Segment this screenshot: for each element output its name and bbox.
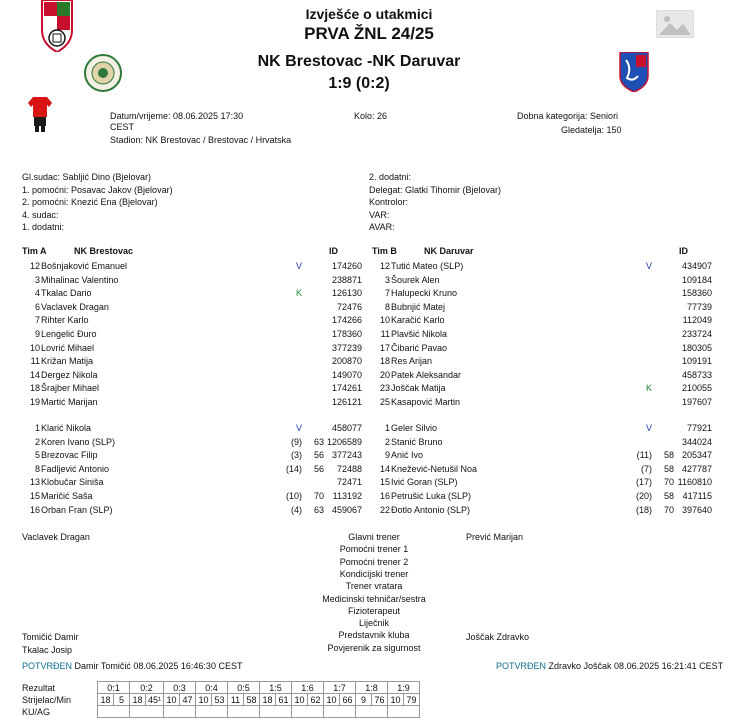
team-a-jersey-icon (28, 97, 52, 133)
scorer-minute-cell: 58 (244, 694, 260, 706)
staff-role-label: Fizioterapeut (347, 605, 401, 616)
player-id: 77739 (686, 301, 712, 312)
confirm-left (22, 661, 242, 671)
scorer-minute-cell: 62 (308, 694, 324, 706)
player-name: Brezovac Filip (41, 450, 98, 461)
player-name: Klarić Nikola (41, 423, 92, 433)
player-number: 15 (379, 477, 390, 488)
kuag-cell (130, 706, 164, 718)
player-name: Vaclavek Dragan (41, 301, 109, 312)
scorer-number-cell: 10 (164, 694, 180, 706)
player-row (22, 329, 362, 342)
captain-marker: K (646, 383, 653, 394)
official-line: 4. sudac: (22, 210, 59, 220)
player-id: 427787 (681, 463, 712, 474)
player-row (372, 397, 712, 410)
captain-marker: V (646, 261, 653, 271)
staff-role-label: Trener vratara (345, 581, 403, 592)
sub-for: (9) (291, 436, 302, 447)
kuag-cell (228, 706, 260, 718)
player-row (372, 423, 712, 436)
score-cell: 1:9 (388, 682, 420, 694)
player-number: 12 (379, 261, 390, 271)
player-row (372, 464, 712, 477)
player-number: 15 (29, 491, 40, 501)
sub-for: (4) (291, 504, 302, 515)
player-row (372, 437, 712, 450)
player-number: 17 (379, 342, 390, 353)
official-line: AVAR: (369, 222, 395, 232)
player-number: 11 (380, 329, 390, 339)
player-name: Knežević-Netušil Noa (391, 463, 478, 474)
team-a-id-header: ID (329, 246, 338, 256)
score-cell: 0:4 (196, 682, 228, 694)
player-number: 2 (384, 436, 390, 447)
team-b-head-coach: Prević Marijan (466, 532, 524, 542)
staff-role-label: Glavni trener (348, 532, 400, 542)
score-cell: 1:8 (356, 682, 388, 694)
confirm-right (496, 661, 723, 671)
scorer-number-cell: 18 (98, 694, 114, 706)
official-line: Kontrolor: (369, 197, 409, 207)
scorer-minute-cell: 45¹ (146, 694, 164, 706)
player-id: 174260 (331, 261, 362, 271)
team-b-label: Tim B (372, 246, 397, 256)
player-row (372, 275, 712, 288)
player-id: 459067 (331, 504, 362, 515)
scorer-minute-cell: 76 (372, 694, 388, 706)
score-cell: 0:5 (228, 682, 260, 694)
captain-marker: V (296, 261, 303, 271)
staff-role-label: Kondicijski trener (339, 568, 409, 579)
player-row (372, 343, 712, 356)
player-number: 18 (29, 383, 40, 394)
player-number: 2 (34, 436, 40, 447)
player-number: 8 (34, 463, 40, 474)
team-b-id-header: ID (679, 246, 688, 256)
confirm-left-text: Damir Tomičić 08.06.2025 16:46:30 CEST (74, 661, 243, 671)
player-id: 344024 (681, 436, 712, 447)
match-datetime: Datum/vrijeme: 08.06.2025 17:30 (110, 111, 244, 121)
staff-role-label: Pomoćni trener 2 (339, 556, 409, 567)
player-row (22, 397, 362, 410)
player-id: 210055 (681, 383, 712, 394)
player-row (22, 302, 362, 315)
player-number: 10 (379, 315, 390, 326)
score-cell: 1:6 (292, 682, 324, 694)
player-row (372, 288, 712, 301)
player-id: 112049 (682, 315, 712, 326)
player-id: 126121 (331, 397, 362, 407)
official-line: 1. dodatni: (22, 222, 65, 232)
player-number: 7 (384, 288, 390, 299)
sub-minute: 63 (313, 504, 324, 515)
official-line: 2. pomoćni: Knezić Ena (Bjelovar) (22, 197, 158, 207)
player-name: Ivić Goran (SLP) (391, 477, 458, 488)
official-line: Delegat: Glatki Tihomir (Bjelovar) (369, 185, 502, 195)
player-name: Bošnjaković Emanuel (41, 261, 128, 271)
player-number: 22 (379, 504, 390, 515)
player-number: 20 (379, 369, 390, 380)
player-number: 25 (379, 397, 390, 407)
spectators: Gledatelja: 150 (561, 125, 622, 135)
captain-marker: K (296, 288, 303, 299)
player-name: Orban Fran (SLP) (41, 504, 113, 515)
player-row (22, 288, 362, 301)
sub-minute: 70 (663, 504, 674, 515)
player-row (372, 491, 712, 504)
player-number: 5 (34, 450, 40, 461)
player-id: 1206589 (326, 436, 362, 447)
player-name: Kasapović Martin (391, 397, 461, 407)
player-number: 16 (29, 504, 40, 515)
player-name: Joščak Matija (391, 383, 446, 394)
match-round: Kolo: 26 (354, 111, 388, 121)
sub-for: (20) (635, 491, 652, 501)
official-line: VAR: (369, 210, 390, 220)
sub-minute: 58 (663, 463, 674, 474)
scorer-number-cell: 11 (228, 694, 244, 706)
player-name: Stanić Bruno (391, 436, 443, 447)
captain-marker: V (296, 423, 303, 433)
scorer-minute-cell: 47 (180, 694, 196, 706)
results-scorer-row (98, 694, 420, 706)
player-id: 174266 (331, 315, 362, 326)
results-kuag-row (98, 706, 420, 718)
player-id: 72471 (336, 477, 362, 488)
team-a-security-officer: Tkalac Josip (22, 645, 73, 655)
scorer-number-cell: 10 (388, 694, 404, 706)
player-id: 417115 (682, 491, 712, 501)
player-number: 3 (34, 274, 40, 285)
player-id: 72476 (336, 301, 362, 312)
score-cell: 1:7 (324, 682, 356, 694)
player-row (22, 437, 362, 450)
official-line: 1. pomoćni: Posavac Jakov (Bjelovar) (22, 185, 173, 195)
player-id: 434907 (681, 261, 712, 271)
player-id: 377239 (331, 342, 362, 353)
score-cell: 0:3 (164, 682, 196, 694)
player-number: 1 (384, 423, 390, 433)
player-row (22, 450, 362, 463)
staff-role-label: Predstavnik kluba (338, 630, 410, 641)
sub-for: (3) (291, 450, 302, 461)
team-a-label: Tim A (22, 246, 47, 256)
player-row (372, 505, 712, 518)
scorer-number-cell: 10 (292, 694, 308, 706)
sub-for: (7) (641, 463, 652, 474)
scorer-minute-cell: 79 (404, 694, 420, 706)
sub-minute: 63 (313, 436, 324, 447)
player-name: Martić Marijan (41, 397, 98, 407)
player-row (372, 315, 712, 328)
player-name: Šourek Alen (391, 274, 440, 285)
team-b-name: NK Daruvar (424, 246, 474, 256)
match-stadium: Stadion: NK Brestovac / Brestovac / Hrvatska (110, 135, 292, 145)
kuag-cell (260, 706, 292, 718)
match-timezone: CEST (110, 122, 135, 132)
player-id: 109191 (681, 356, 712, 367)
player-number: 7 (34, 315, 40, 326)
match-title: NK Brestovac -NK Daruvar (257, 53, 461, 70)
player-name: Geler Silvio (391, 423, 438, 433)
score-cell: 0:2 (130, 682, 164, 694)
player-number: 12 (29, 261, 40, 271)
player-id: 180305 (681, 342, 712, 353)
player-row (372, 370, 712, 383)
player-number: 19 (29, 397, 40, 407)
player-name: Res Arijan (391, 356, 433, 367)
kuag-cell (196, 706, 228, 718)
player-row (372, 356, 712, 369)
scorer-number-cell: 10 (324, 694, 340, 706)
player-name: Patek Aleksandar (391, 369, 462, 380)
results-score-row (98, 682, 420, 694)
kuag-cell (98, 706, 130, 718)
player-row (22, 343, 362, 356)
player-row (372, 302, 712, 315)
player-name: Halupecki Kruno (391, 288, 458, 299)
player-row (372, 477, 712, 490)
player-name: Lovrić Mihael (41, 342, 95, 353)
player-row (372, 450, 712, 463)
player-name: Petrušić Luka (SLP) (391, 491, 472, 501)
results-table (97, 681, 420, 718)
player-id: 377243 (331, 450, 362, 461)
confirmed-tag: POTVRĐEN (496, 661, 547, 671)
player-row (22, 370, 362, 383)
scorer-minute-cell: 66 (340, 694, 356, 706)
scorer-number-cell: 18 (260, 694, 276, 706)
player-name: Karačić Karlo (391, 315, 445, 326)
player-number: 16 (379, 491, 390, 501)
player-number: 9 (34, 329, 40, 339)
player-id: 178360 (331, 329, 362, 339)
player-number: 23 (379, 383, 390, 394)
staff-role-label: Povjerenik za sigurnost (327, 642, 421, 653)
player-row (22, 261, 362, 274)
player-number: 6 (34, 301, 40, 312)
captain-marker: V (646, 423, 653, 433)
kuag-cell (324, 706, 356, 718)
player-id: 109184 (681, 274, 712, 285)
player-name: Dergez Nikola (41, 369, 98, 380)
staff-role-label: Liječnik (358, 618, 389, 629)
player-number: 1 (34, 423, 40, 433)
confirmed-tag: POTVRĐEN (22, 661, 73, 671)
player-id: 233724 (681, 329, 712, 339)
official-line: 2. dodatni: (369, 172, 412, 182)
sub-for: (18) (635, 504, 652, 515)
player-number: 11 (30, 356, 40, 367)
player-row (372, 383, 712, 396)
sub-minute: 70 (313, 491, 324, 501)
player-row (22, 491, 362, 504)
player-id: 158360 (681, 288, 712, 299)
sub-minute: 58 (663, 450, 674, 461)
player-name: Fadljević Antonio (41, 463, 110, 474)
age-category: Dobna kategorija: Seniori (517, 111, 619, 121)
player-id: 205347 (681, 450, 712, 461)
ku-ag-label: KU/AG (22, 707, 51, 717)
kuag-cell (388, 706, 420, 718)
player-id: 174261 (331, 383, 362, 394)
player-id: 72488 (336, 463, 362, 474)
sub-minute: 58 (663, 491, 674, 501)
official-line: Gl.sudac: Sabljić Dino (Bjelovar) (22, 172, 152, 182)
player-number: 13 (29, 477, 40, 488)
player-id: 77921 (686, 423, 712, 433)
player-name: Đotlo Antonio (SLP) (391, 504, 471, 515)
scorer-number-cell: 18 (130, 694, 146, 706)
scorer-label: Strijelac/Min (22, 695, 72, 705)
sub-for: (17) (635, 477, 652, 488)
staff-role-label: Pomoćni trener 1 (339, 544, 409, 555)
team-a-head-coach: Vaclavek Dragan (22, 532, 90, 542)
player-id: 113192 (332, 491, 362, 501)
player-row (22, 505, 362, 518)
player-id: 126130 (331, 288, 362, 299)
player-row (22, 356, 362, 369)
player-row (372, 329, 712, 342)
player-name: Rihter Karlo (41, 315, 89, 326)
team-a-name: NK Brestovac (74, 246, 134, 256)
scorer-number-cell: 10 (196, 694, 212, 706)
player-name: Tkalac Dario (41, 288, 92, 299)
player-name: Plavšić Nikola (391, 329, 448, 339)
player-id: 397640 (681, 504, 712, 515)
match-score: 1:9 (0:2) (328, 75, 390, 92)
player-name: Anić Ivo (391, 450, 424, 461)
player-number: 10 (29, 342, 40, 353)
player-name: Lengelić Đuro (41, 329, 97, 339)
player-id: 458077 (331, 423, 362, 433)
player-name: Bubnjić Matej (391, 301, 446, 312)
player-number: 18 (379, 356, 390, 367)
player-name: Maričić Saša (41, 491, 93, 501)
competition-title: PRVA ŽNL 24/25 (304, 24, 434, 43)
player-row (22, 275, 362, 288)
sub-for: (11) (636, 450, 652, 461)
staff-role-label: Medicinski tehničar/sestra (322, 593, 426, 604)
player-id: 458733 (681, 369, 712, 380)
sub-minute: 70 (663, 477, 674, 488)
player-name: Šrajber Mihael (41, 383, 100, 394)
player-id: 1160810 (677, 477, 712, 488)
player-number: 9 (384, 450, 390, 461)
sub-minute: 56 (313, 463, 324, 474)
report-title: Izvješće o utakmici (305, 6, 433, 22)
player-number: 14 (29, 369, 40, 380)
player-row (22, 315, 362, 328)
player-row (372, 261, 712, 274)
player-number: 14 (379, 463, 390, 474)
confirm-right-text: Zdravko Joščak 08.06.2025 16:21:41 CEST (548, 661, 724, 671)
sub-for: (14) (285, 463, 302, 474)
player-id: 149070 (331, 369, 362, 380)
scorer-minute-cell: 61 (276, 694, 292, 706)
kuag-cell (292, 706, 324, 718)
player-id: 238871 (331, 274, 362, 285)
player-row (22, 477, 362, 490)
player-name: Klobučar Siniša (41, 477, 104, 488)
result-label: Rezultat (22, 683, 56, 693)
player-name: Mihalinac Valentino (41, 274, 119, 285)
player-row (22, 383, 362, 396)
scorer-minute-cell: 5 (114, 694, 130, 706)
player-name: Križan Matija (41, 356, 94, 367)
scorer-number-cell: 9 (356, 694, 372, 706)
sub-minute: 56 (313, 450, 324, 461)
team-b-club-representative: Joščak Zdravko (466, 632, 530, 642)
kuag-cell (356, 706, 388, 718)
team-a-club-representative: Tomičić Damir (22, 632, 79, 642)
sub-for: (10) (285, 491, 302, 501)
score-cell: 1:5 (260, 682, 292, 694)
player-id: 200870 (331, 356, 362, 367)
player-row (22, 464, 362, 477)
score-cell: 0:1 (98, 682, 130, 694)
scorer-minute-cell: 53 (212, 694, 228, 706)
player-number: 4 (34, 288, 40, 299)
player-row (22, 423, 362, 436)
player-name: Koren Ivano (SLP) (41, 436, 116, 447)
player-name: Tutić Mateo (SLP) (391, 261, 464, 271)
kuag-cell (164, 706, 196, 718)
player-id: 197607 (681, 397, 712, 407)
player-number: 3 (384, 274, 390, 285)
player-number: 8 (384, 301, 390, 312)
player-name: Čibarić Pavao (391, 342, 448, 353)
